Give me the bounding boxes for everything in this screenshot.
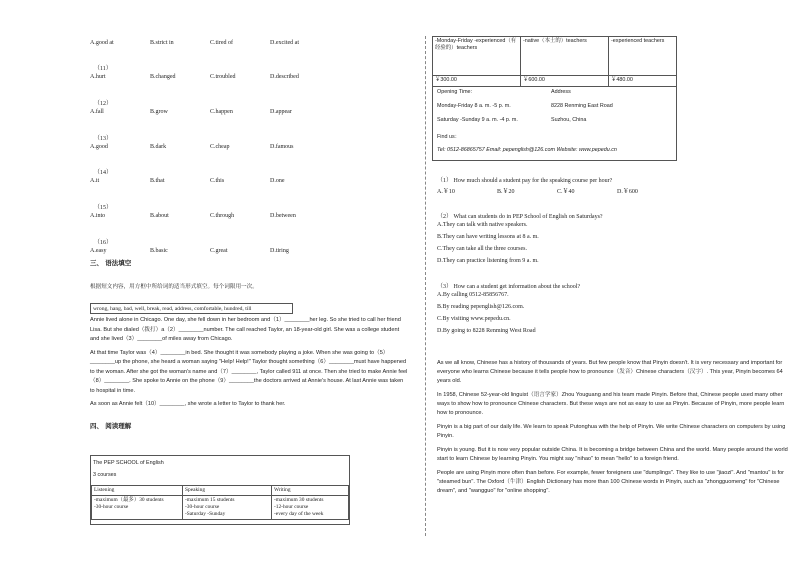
option[interactable]: D.By going to 8228 Renming West Road bbox=[437, 328, 536, 334]
option[interactable]: D.They can practice listening from 9 a. m. bbox=[437, 258, 539, 264]
option[interactable]: D.appear bbox=[270, 109, 292, 115]
option[interactable]: A.￥10 bbox=[437, 189, 455, 195]
option[interactable]: C.this bbox=[210, 178, 225, 184]
table-cell: -native（本土的）teachers bbox=[521, 37, 609, 75]
price-cell: ￥300.00 bbox=[433, 75, 521, 86]
option[interactable]: D.famous bbox=[270, 144, 294, 150]
option[interactable]: C.By visiting www.pepedu.cn. bbox=[437, 316, 511, 322]
option[interactable]: D.excited at bbox=[270, 40, 299, 46]
passage-paragraph: Pinyin is young. But it is now very popular outside China. It is becoming a bridge between China and the world. Many people around the world start to learn Chinese by learning Pinyin. You might say "nihao" to mean "hello" to a foreign friend. bbox=[437, 447, 788, 462]
option[interactable]: C.through bbox=[210, 213, 235, 219]
school-ad-table bbox=[90, 455, 350, 525]
option-row bbox=[90, 144, 410, 154]
option-row bbox=[90, 109, 410, 119]
option[interactable]: A.into bbox=[90, 213, 106, 219]
option[interactable]: D.tiring bbox=[270, 248, 289, 254]
option[interactable]: A.They can talk with native speakers. bbox=[437, 222, 528, 228]
option[interactable]: A.good bbox=[90, 144, 108, 150]
option[interactable]: A.fall bbox=[90, 109, 104, 115]
option[interactable]: B.strict in bbox=[150, 40, 174, 46]
contact-line: Tel: 0512-86865757 Email: pepenglish@126.com Website: www.pepedu.cn bbox=[437, 147, 617, 153]
weekday-time: Monday-Friday 8 a. m. -5 p. m. bbox=[437, 103, 511, 109]
cell-line: -12-hour course bbox=[274, 504, 309, 510]
column-divider bbox=[425, 36, 426, 536]
price-cell: ￥480.00 bbox=[611, 77, 633, 83]
option[interactable]: B.basic bbox=[150, 248, 168, 254]
cell-line: -maximum 30 students bbox=[274, 497, 324, 503]
option[interactable]: D.one bbox=[270, 178, 285, 184]
option[interactable]: A.By calling 0512-85856767. bbox=[437, 292, 509, 298]
cell-line: -maximum（最多）30 students bbox=[94, 497, 164, 503]
table-row bbox=[92, 496, 349, 520]
header-cell: Writing bbox=[272, 486, 349, 496]
school-info-table bbox=[432, 36, 677, 161]
table-cell: -experienced teachers bbox=[611, 38, 665, 44]
word-box: wrong, hang, bad, well, break, read, address, comfortable, hundred, till bbox=[90, 303, 293, 314]
option[interactable]: C.￥40 bbox=[557, 189, 575, 195]
question-number: （15） bbox=[94, 205, 113, 211]
option[interactable]: C.happen bbox=[210, 109, 233, 115]
passage-paragraph: As we all know, Chinese has a history of thousands of years. But few people know that Pinyin doesn't. It is very necessary and important for everyone who learns Chinese because it tells people how to pronounce（发音）Chinese characters（汉字）. This year, Pinyin becomes 64 years old. bbox=[437, 360, 783, 384]
weekend-time: Saturday -Sunday 9 a. m. -4 p. m. bbox=[437, 117, 518, 123]
question-number: （16） bbox=[94, 240, 113, 246]
cell-line: -every day of the week bbox=[274, 511, 324, 517]
option[interactable]: B.about bbox=[150, 213, 169, 219]
price-cell: ￥600.00 bbox=[521, 75, 609, 86]
table-row bbox=[433, 37, 676, 76]
course-table bbox=[91, 485, 349, 520]
option[interactable]: B.They can have writing lessons at 8 a. m. bbox=[437, 234, 539, 240]
passage-paragraph: In 1958, Chinese 52-year-old linguist（语言学家）Zhou Youguang and his team made Pinyin. Before that, Chinese people used many other ways to show how to pronounce Chinese characters. But these ways are not as easy to use as Pinyin. Because of Pinyin, more people learn how to pronounce. bbox=[437, 392, 785, 416]
option[interactable]: C.They can take all the three courses. bbox=[437, 246, 527, 252]
school-name: The PEP SCHOOL of English bbox=[93, 460, 164, 466]
header-cell: Speaking bbox=[183, 486, 272, 496]
option[interactable]: B.that bbox=[150, 178, 165, 184]
option-row bbox=[90, 74, 410, 84]
table-header-row bbox=[92, 486, 349, 496]
table-cell bbox=[183, 496, 272, 520]
question: （3） How can a student get information about the school? bbox=[437, 284, 581, 290]
option[interactable]: A.it bbox=[90, 178, 100, 184]
address-line-1: 8228 Renming East Road bbox=[551, 103, 613, 109]
option[interactable]: C.troubled bbox=[210, 74, 236, 80]
option[interactable]: D.between bbox=[270, 213, 296, 219]
find-us-label: Find us： bbox=[437, 134, 461, 140]
question: （2） What can students do in PEP School of English on Saturdays? bbox=[437, 214, 603, 220]
option[interactable]: A.easy bbox=[90, 248, 107, 254]
option[interactable]: B.grow bbox=[150, 109, 168, 115]
option-row bbox=[90, 213, 410, 223]
option[interactable]: B.By reading pepenglish@126.com. bbox=[437, 304, 525, 310]
cloze-paragraph: As soon as Annie felt（10）________, she wrote a letter to Taylor to thank her. bbox=[90, 401, 286, 407]
question-number: （13） bbox=[94, 136, 113, 142]
table-cell bbox=[92, 496, 183, 520]
opening-time-label: Opening Time: bbox=[437, 89, 473, 95]
option-row bbox=[90, 178, 410, 188]
address-label: Address bbox=[551, 89, 571, 95]
cell-line: -Saturday -Sunday bbox=[185, 511, 226, 517]
address-line-2: Suzhou, China bbox=[551, 117, 587, 123]
option[interactable]: C.cheap bbox=[210, 144, 230, 150]
section-4-title: 四、 阅读理解 bbox=[90, 422, 132, 430]
question-number: （14） bbox=[94, 170, 113, 176]
passage-paragraph: Pinyin is a big part of our daily life. We learn to speak Putonghua with the help of Pinyin. We write Chinese characters on computers by using Pinyin. bbox=[437, 424, 786, 439]
option[interactable]: B.￥20 bbox=[497, 189, 515, 195]
option[interactable]: A.good at bbox=[90, 40, 114, 46]
course-count: 3 courses bbox=[93, 472, 117, 478]
question-number: （11） bbox=[94, 66, 112, 72]
question-number: （12） bbox=[94, 101, 113, 107]
table-cell bbox=[272, 496, 349, 520]
cloze-passage bbox=[90, 316, 408, 410]
cloze-paragraph: At that time Taylor was（4）________in bed. She thought it was somebody playing a joke. When she was going to（5）________up the phone, she heard a woman saying "Help! Help!" Taylor thought something（6）________must have happened to the woman. After she got the woman's name and（7）________, Taylor called 911 at once. Then she tried to make Annie feel（8）________. She spoke to Annie on the phone（9）________the doctors arrived at Annie's house. At last Annie was taken to hospital in time. bbox=[90, 349, 408, 394]
option-row bbox=[90, 248, 410, 258]
header-cell: Listening bbox=[92, 486, 183, 496]
table-cell: -Monday-Friday -experienced（有经验的）teachers bbox=[433, 37, 521, 75]
option[interactable]: D.￥600 bbox=[617, 189, 638, 195]
passage-paragraph: People are using Pinyin more often than before. For example, fewer foreigners use "dumplings". They like to use "jiaozi". And "mantou" is for "steamed bun". The Oxford（牛津）English Dictionary has more than 100 Chinese words in Pinyin, such as "zhongguomeng" for "Chinese dream", and "wangguo" for "online shopping". bbox=[437, 470, 784, 494]
option[interactable]: B.changed bbox=[150, 74, 176, 80]
option-row bbox=[90, 40, 410, 50]
section-3-title: 三、 语法填空 bbox=[90, 259, 132, 267]
option[interactable]: C.great bbox=[210, 248, 228, 254]
cell-line: -30-hour course bbox=[94, 504, 129, 510]
option[interactable]: A.hurt bbox=[90, 74, 106, 80]
option[interactable]: D.described bbox=[270, 74, 299, 80]
option[interactable]: B.dark bbox=[150, 144, 167, 150]
question: （1） How much should a student pay for the speaking course per hour? bbox=[437, 178, 613, 184]
cell-line: -30-hour course bbox=[185, 504, 220, 510]
option[interactable]: C.tired of bbox=[210, 40, 233, 46]
table-row bbox=[433, 75, 676, 87]
cloze-paragraph: Annie lived alone in Chicago. One day, she fell down in her bedroom and（1）________her leg. So she tried to call her friend Lisa. But she dialed（拨打）a（2）________number. The call reached Taylor, an 18-year-old girl. She was a college student and she lived（3）________of miles away from Chicago. bbox=[90, 317, 401, 342]
section-3-instruction: 根据短文内容，用方框中所给词的适当形式填空。每个词限用一次。 bbox=[90, 284, 258, 290]
reading-passage bbox=[437, 359, 789, 501]
cell-line: -maximum 15 students bbox=[185, 497, 235, 503]
